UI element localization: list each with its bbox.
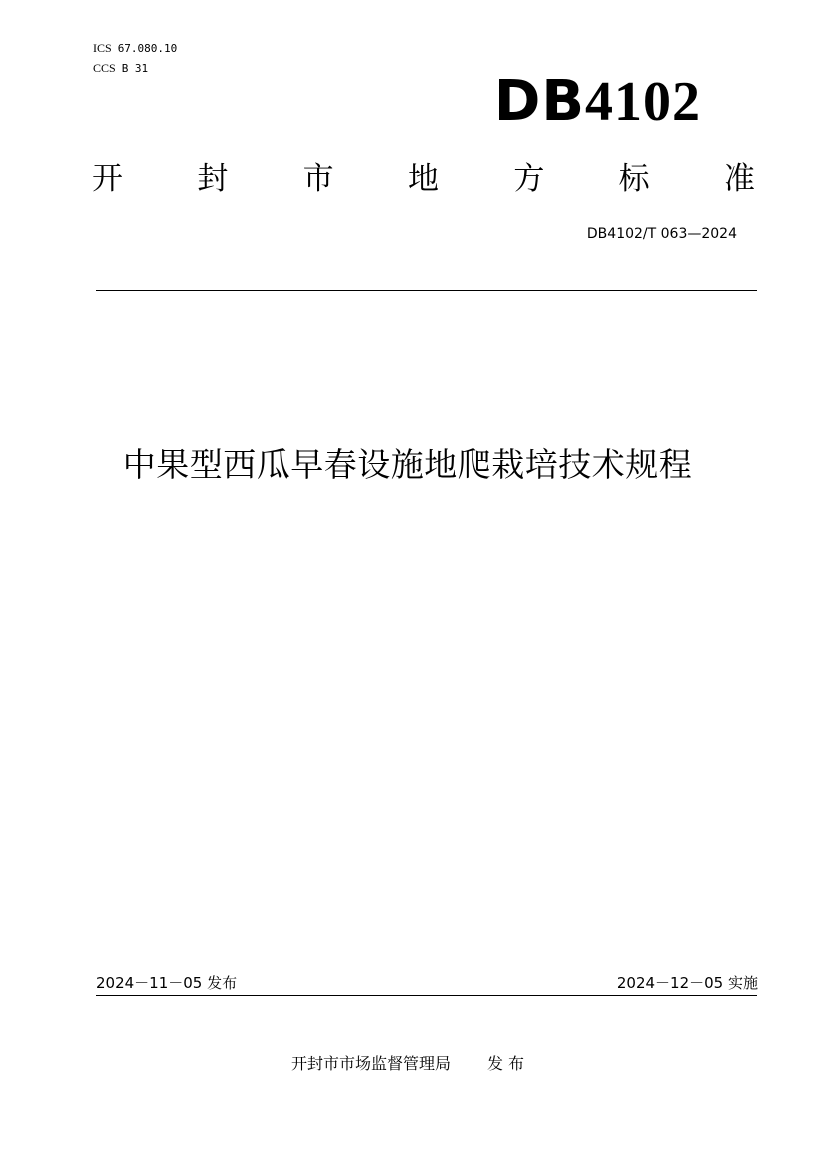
document-title: 中果型西瓜早春设施地爬栽培技术规程: [122, 445, 693, 484]
standard-type-char: 标: [618, 161, 650, 197]
standard-type-char: 市: [302, 161, 334, 197]
standard-type-char: 方: [513, 161, 545, 197]
bottom-divider: [96, 995, 757, 996]
ccs-value: B 31: [121, 62, 149, 75]
issuer-name: 开封市市场监督管理局: [290, 1054, 451, 1073]
standard-type-title: [92, 157, 755, 201]
release-date: 2024－11－05 发布: [96, 974, 238, 992]
implementation-date: 2024－12－05 实施: [616, 974, 758, 992]
standard-type-char: 地: [407, 161, 439, 197]
ccs-label: CCS: [93, 61, 116, 75]
ccs-code: [93, 61, 148, 76]
db-logo-letters: DB: [493, 69, 585, 134]
ics-code: [93, 41, 177, 56]
db-logo-digits: 4102: [585, 71, 701, 133]
standard-type-char: 开: [92, 161, 123, 197]
issuer-action: 发 布: [486, 1054, 525, 1073]
standard-type-char: 准: [723, 161, 755, 197]
ics-label: ICS: [93, 41, 112, 55]
top-divider: [96, 290, 757, 291]
ics-value: 67.080.10: [117, 42, 178, 55]
standard-type-char: 封: [197, 161, 229, 197]
issuer-line: [0, 1054, 815, 1074]
db-logo: [493, 69, 701, 134]
standard-number: DB4102/T 063—2024: [586, 226, 737, 242]
